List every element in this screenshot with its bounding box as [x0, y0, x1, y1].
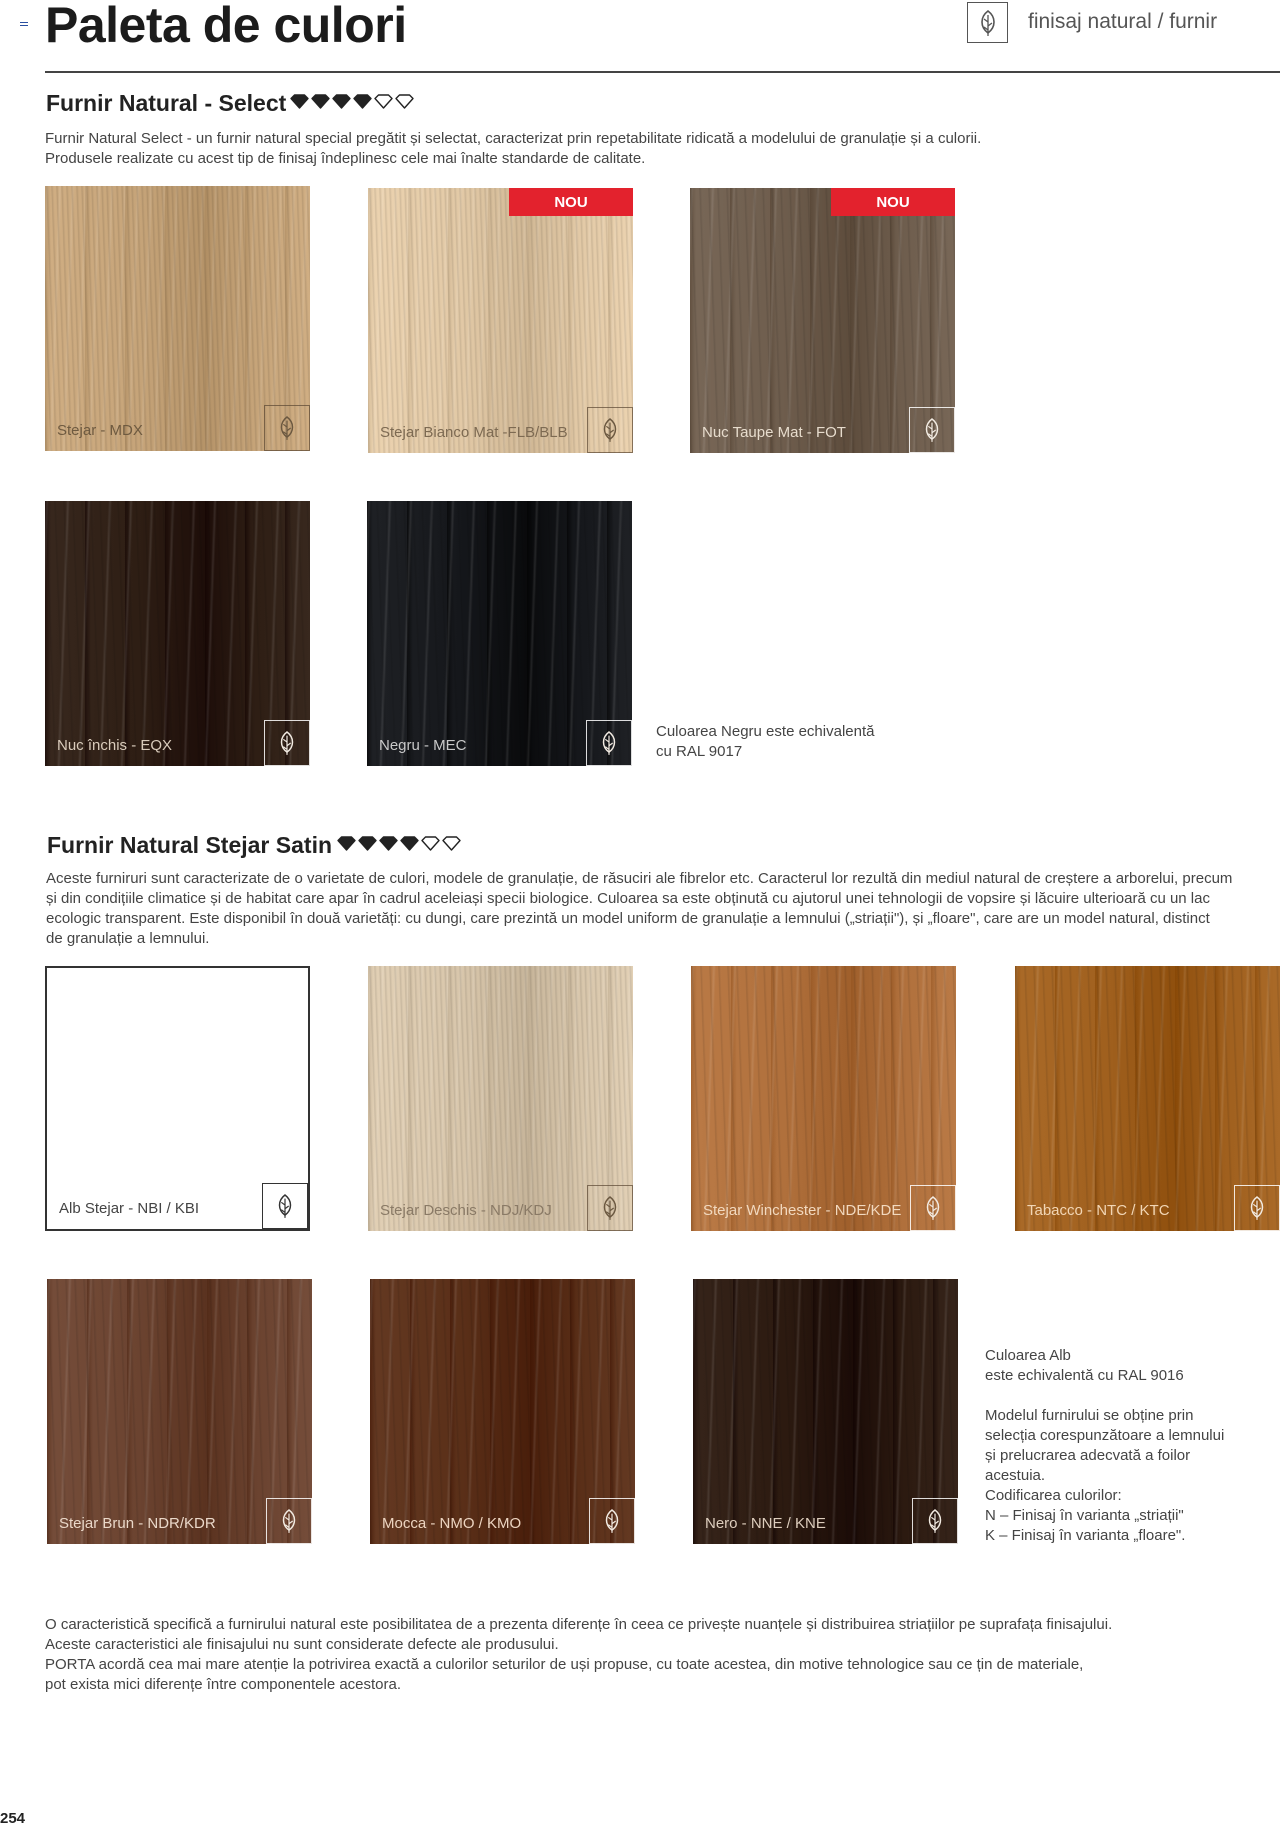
leaf-icon [586, 720, 632, 766]
swatch-stejar-mdx[interactable] [45, 186, 310, 451]
leaf-icon [276, 415, 298, 441]
swatch-nuc-inchis[interactable] [45, 501, 310, 766]
footer-disclaimer [45, 1615, 1255, 1695]
description-line: ecologic transparent. Este disponibil în două varietăți: cu dungi, care prezintă un model uniform de granulație a lemnului („striații"), și „floare", care are un model natural, distinct [46, 910, 1210, 927]
leaf-icon [912, 1498, 958, 1544]
leaf-icon [1234, 1185, 1280, 1231]
diamond-filled-icon [353, 94, 372, 109]
swatch-label: Stejar Deschis - NDJ/KDJ [380, 1202, 552, 1219]
leaf-icon [274, 1193, 296, 1219]
swatch-label: Nuc Taupe Mat - FOT [702, 424, 846, 441]
rating-select [290, 94, 414, 109]
swatch-label: Stejar Bianco Mat -FLB/BLB [380, 424, 568, 441]
note-line: este echivalentă cu RAL 9016 [985, 1367, 1184, 1384]
section-title-select: Furnir Natural - Select [46, 90, 287, 116]
diamond-filled-icon [311, 94, 330, 109]
page-number: 254 [0, 1810, 26, 1827]
swatch-mocca[interactable] [370, 1279, 635, 1544]
diamond-filled-icon [332, 94, 351, 109]
header-subtitle: finisaj natural / furnir [1028, 10, 1218, 33]
swatch-nero[interactable] [693, 1279, 958, 1544]
page-title: Paleta de culori [45, 0, 407, 53]
description-line: Produsele realizate cu acest tip de finisaj îndeplinesc cele mai înalte standarde de calitate. [45, 150, 646, 167]
leaf-icon [589, 1498, 635, 1544]
leaf-icon [278, 1508, 300, 1534]
diamond-filled-icon [379, 836, 398, 851]
leaf-icon [587, 407, 633, 453]
note-line: Modelul furnirului se obține prin [985, 1407, 1194, 1424]
swatch-label: Nuc închis - EQX [57, 737, 173, 754]
diamond-filled-icon [337, 836, 356, 851]
note-line: cu RAL 9017 [656, 743, 743, 760]
swatch-stejar-brun[interactable] [47, 1279, 312, 1544]
diamond-empty-icon [374, 94, 393, 109]
note-negru [656, 722, 956, 762]
note-line: Culoarea Alb [985, 1347, 1071, 1364]
swatch-label: Alb Stejar - NBI / KBI [59, 1200, 200, 1217]
swatch-nuc-taupe[interactable] [690, 188, 955, 453]
description-line: Furnir Natural Select - un furnir natural special pregătit și selectat, caracterizat prin repetabilitate ridicată a modelului de granulație și a culorii. [45, 130, 982, 147]
leaf-icon [264, 405, 310, 451]
footer-line: PORTA acordă cea mai mare atenție la potrivirea exactă a culorilor seturilor de uși propuse, cu toate acestea, din motive tehnologice sau ce țin de materiale, [45, 1656, 1084, 1673]
swatch-stejar-winchester[interactable] [691, 966, 956, 1231]
note-line: N – Finisaj în varianta „striații" [985, 1507, 1184, 1524]
description-line: Aceste furniruri sunt caracterizate de o varietate de culori, modele de granulație, de răsuciri ale fibrelor etc. Caracterul lor rezultă din mediul natural de creștere a arborelui, precum [46, 870, 1233, 887]
swatch-label: Negru - MEC [379, 737, 467, 754]
note-alb [985, 1346, 1275, 1546]
note-line [985, 1386, 1275, 1406]
swatch-stejar-bianco[interactable] [368, 188, 633, 453]
section-description-satin [46, 869, 1276, 949]
diamond-empty-icon [421, 836, 440, 851]
note-line: K – Finisaj în varianta „floare". [985, 1527, 1186, 1544]
leaf-icon [921, 417, 943, 443]
leaf-icon [599, 1195, 621, 1221]
description-line: de granulație a lemnului. [46, 930, 210, 947]
note-line: și prelucrarea adecvată a foilor [985, 1447, 1191, 1464]
diamond-filled-icon [400, 836, 419, 851]
swatch-stejar-deschis[interactable] [368, 966, 633, 1231]
leaf-icon [599, 417, 621, 443]
rating-satin [337, 836, 461, 851]
note-line: acestuia. [985, 1467, 1046, 1484]
swatch-tabacco[interactable] [1015, 966, 1280, 1231]
footer-line: pot exista mici diferențe între componentele acestora. [45, 1676, 402, 1693]
leaf-icon [601, 1508, 623, 1534]
leaf-icon [922, 1195, 944, 1221]
section-description-select [45, 129, 1045, 169]
leaf-icon [1246, 1195, 1268, 1221]
swatch-label: Nero - NNE / KNE [705, 1515, 826, 1532]
leaf-icon [910, 1185, 956, 1231]
swatch-label: Mocca - NMO / KMO [382, 1515, 522, 1532]
leaf-icon [598, 730, 620, 756]
leaf-icon [909, 407, 955, 453]
diamond-filled-icon [358, 836, 377, 851]
leaf-icon [924, 1508, 946, 1534]
section-title-satin: Furnir Natural Stejar Satin [47, 832, 333, 858]
swatch-label: Tabacco - NTC / KTC [1027, 1202, 1170, 1219]
footer-line: Aceste caracteristici ale finisajului nu sunt considerate defecte ale produsului. [45, 1636, 559, 1653]
note-line: selecția corespunzătoare a lemnului [985, 1427, 1225, 1444]
leaf-icon [264, 720, 310, 766]
swatch-negru[interactable] [367, 501, 632, 766]
description-line: și din condițiile climatice și de habitat care apar în cadrul aceleiași specii biologice. Culoarea sa este obținută cu ajutorul unei tehnologii de vopsire și lăcuire ulterioară cu un lac [46, 890, 1210, 907]
new-badge: NOU [509, 188, 633, 216]
leaf-icon [587, 1185, 633, 1231]
diamond-filled-icon [290, 94, 309, 109]
new-badge: NOU [831, 188, 955, 216]
note-line: Codificarea culorilor: [985, 1487, 1122, 1504]
leaf-icon [262, 1183, 308, 1229]
swatch-label: Stejar Brun - NDR/KDR [59, 1515, 216, 1532]
footer-line: O caracteristică specifică a furnirului natural este posibilitatea de a prezenta diferențe în ceea ce privește nuanțele și distribuirea striațiilor pe suprafața finisajului. [45, 1616, 1113, 1633]
diamond-empty-icon [395, 94, 414, 109]
header-divider [45, 71, 1280, 73]
top-marker [20, 22, 28, 26]
note-line: Culoarea Negru este echivalentă [656, 723, 875, 740]
leaf-icon [266, 1498, 312, 1544]
leaf-icon [276, 730, 298, 756]
diamond-empty-icon [442, 836, 461, 851]
leaf-icon [967, 2, 1008, 43]
swatch-label: Stejar Winchester - NDE/KDE [703, 1202, 902, 1219]
swatch-label: Stejar - MDX [57, 422, 143, 439]
swatch-alb-stejar[interactable] [45, 966, 310, 1231]
